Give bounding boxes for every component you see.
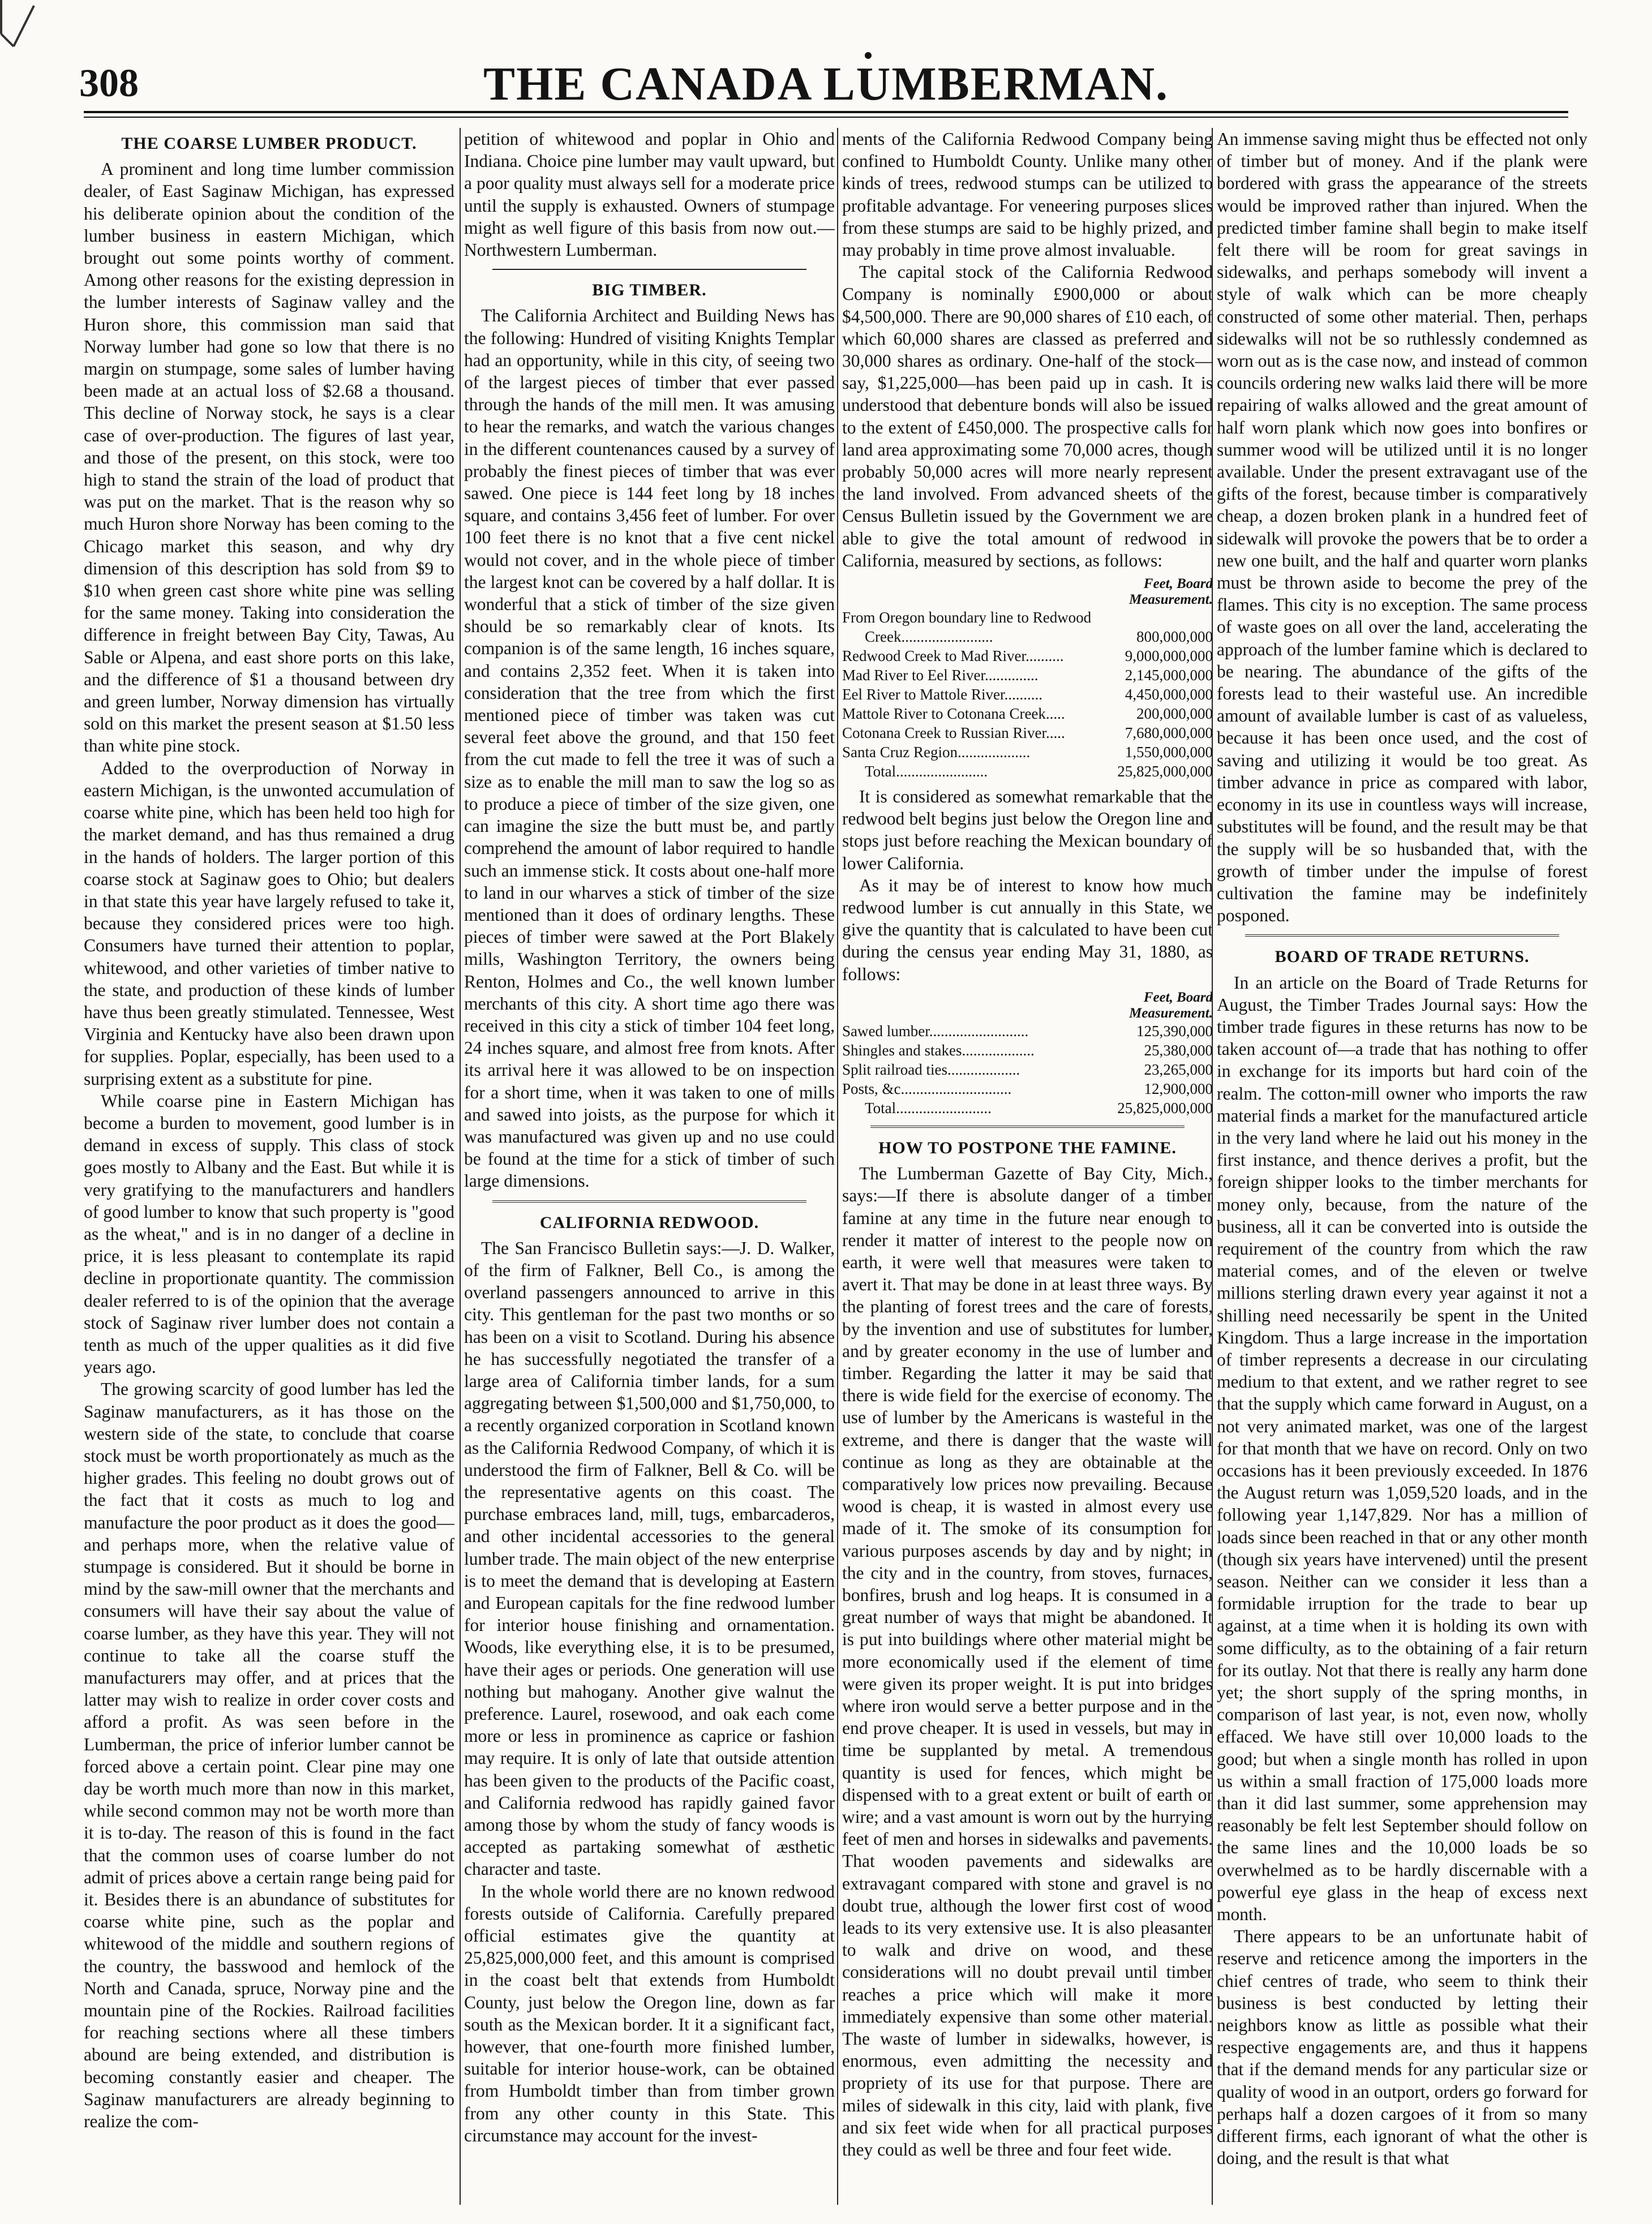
article-paragraph: While coarse pine in Eastern Michigan has become a burden to movement, good lumber is in demand in excess of supply. This class of stock goes mostly to Albany and the East. But while it is very gratifying to the manufacturers and handlers of good lumber to know that such property is "good as the wheat," and is in no danger of a decline in price, it is less pleasant to contemplate its rapid decline in proportionate quantity. The commission dealer referred to is of the opinion that the average stock of Saginaw river lumber does not contain a tenth as much of the upper qualities as it did five years ago. — [84, 1090, 454, 1377]
masthead-rule-thin — [84, 117, 1568, 118]
column-divider — [460, 128, 461, 2205]
article-paragraph: There appears to be an unfortunate habit of reserve and reticence among the importers in the chief centres of trade, who seem to think their business is best conducted by letting their neighbors know as little as possible what their respective engagements are, and thus it happens that if the demand mends for any particular size or quality of wood in an outport, orders go forward for perhaps half a dozen cargoes of it from so many different firms, each ignorant of what the other is doing, and the result is that what — [1217, 1926, 1587, 2169]
table-row: Santa Cruz Region................... 1,550,000,000 — [842, 744, 1213, 761]
column-2 — [464, 128, 835, 2205]
section-rule — [1245, 934, 1559, 937]
article-paragraph: The Lumberman Gazette of Bay City, Mich., says:—If there is absolute danger of a timber famine at any time in the future near enough to render it matter of interest to the people now on earth, it were well that measures were taken to avert it. That may be done in at least three ways. By the planting of forest trees and the care of forests, by the invention and use of substitutes for lumber, and by greater economy in the use of lumber and timber. Regarding the latter it may be said that there is wide field for the exercise of economy. The use of lumber by the Americans is wasteful in the extreme, and there is danger that the waste will continue as long as they are obtainable at the comparatively low prices now prevailing. Because wood is cheap, it is wasted in almost every use made of it. The smoke of its consumption for various purposes ascends by day and by night; in the city and in the country, from stoves, furnaces, bonfires, brush and log heaps. It is consumed in a great number of ways that might be abandoned. It is put into buildings where other material might be more economically used if the element of time were given its proper weight. It is put into bridges where iron would serve a better purpose and in the end prove cheaper. It is used in vessels, but may in time be supplanted by metal. A tremendous quantity is used for fences, which might be dispensed with to a great extent or built of earth or wire; and a vast amount is worn out by the hurrying feet of men and horses in sidewalks and pavements. That wooden pavements and sidewalks are extravagant compared with stone and gravel is no doubt true, although the lower first cost of wood leads to its very extensive use. It is also pleasanter to walk and drive on wood, and these considerations will no doubt prevail until timber reaches a price which will make it more immediately expensive than some other material. The waste of lumber in sidewalks, however, is enormous, even admitting the necessity and propriety of its use for that purpose. There are miles of sidewalk in this city, laid with plank, five and six feet wide when for all practical purposes they could as well be three and four feet wide. — [842, 1163, 1213, 2160]
table-total-row: Total........................ 25,825,000,000 — [865, 763, 1213, 780]
section-rule — [492, 269, 806, 270]
table-row: Shingles and stakes................... 25,380,000 — [842, 1041, 1213, 1059]
article-paragraph: The growing scarcity of good lumber has led the Saginaw manufacturers, as it has those on the western side of the state, to conclude that coarse stock must be worth proportionately as much as the higher grades. This feeling no doubt grows out of the fact that it costs as much to log and manufacture the poor product as it does the good—and perhaps more, when the relative value of stumpage is considered. But it should be borne in mind by the saw-mill owner that the merchants and consumers will have their say about the value of coarse lumber, as they have this year. They will not continue to take all the coarse stuff the manufacturers may offer, and at prices that the latter may wish to realize in order cover costs and afford a profit. As was seen before in the Lumberman, the price of inferior lumber cannot be forced above a certain point. Clear pine may one day be worth much more than now in this market, while second common may not be worth more than it is to-day. The reason of this is found in the fact that the common uses of coarse lumber do not admit of prices above a certain range being paid for it. Besides there is an abundance of substitutes for coarse white pine, such as the poplar and whitewood of the middle and southern regions of the country, the basswood and hemlock of the North and Canada, spruce, Norway pine and the mountain pine of the Rockies. Railroad facilities for reaching sections where all these timbers abound are being extended, and distribution is becoming constantly easier and cheaper. The Saginaw manufacturers are already beginning to realize the com- — [84, 1379, 454, 2132]
table-caption: Measurement. — [1129, 1005, 1213, 1021]
table-caption: Feet, Board — [1143, 576, 1213, 592]
article-paragraph: ments of the California Redwood Company being confined to Humboldt County. Unlike many other kinds of trees, redwood stumps can be utilized to profitable advantage. For veneering purposes slices from these stumps are said to be highly prized, and may probably in time prove almost invaluable. — [842, 129, 1213, 260]
table-row: Redwood Creek to Mad River.......... 9,000,000,000 — [842, 647, 1213, 665]
article-heading: CALIFORNIA REDWOOD. — [539, 1213, 760, 1232]
table-row: Creek........................ 800,000,000 — [865, 628, 1213, 646]
article-paragraph: As it may be of interest to know how much redwood lumber is cut annually in this State, we give the quantity that is calculated to have been cut during the census year ending May 31, 1880, as follows: — [842, 875, 1213, 984]
table-row: Mattole River to Cotonana Creek..... 200,000,000 — [842, 705, 1213, 723]
column-1 — [84, 128, 454, 2205]
article-heading: BIG TIMBER. — [592, 281, 707, 300]
table-row: Posts, &c............................. 12,900,000 — [842, 1080, 1213, 1097]
table-row: Sawed lumber.......................... 125,390,000 — [842, 1022, 1213, 1040]
lumber-cut-table — [842, 990, 1213, 1118]
table-caption: Feet, Board — [1143, 989, 1213, 1005]
corner-mark — [0, 0, 45, 51]
article-paragraph: Added to the overproduction of Norway in eastern Michigan, is the unwonted accumulation of coarse white pine, which has been held too high for the market demand, and has thus remained a drug in the hands of holders. The larger portion of this coarse stock at Saginaw goes to Ohio; but dealers in that state this year have largely refused to take it, because they considered prices were too high. Consumers have turned their attention to poplar, whitewood, and other varieties of timber native to the state, and production of these kinds of lumber have thus been greatly stimulated. Tennessee, West Virginia and Kentucky have also been drawn upon for supplies. Poplar, especially, has been used to a surprising extent as a substitute for pine. — [84, 758, 454, 1089]
article-paragraph: It is considered as somewhat remarkable that the redwood belt begins just below the Oregon line and stops just before reaching the Mexican boundary of lower California. — [842, 787, 1213, 873]
table-row-label: From Oregon boundary line to Redwood — [842, 609, 1092, 626]
table-total-row: Total......................... 25,825,000,000 — [865, 1099, 1213, 1117]
article-paragraph: A prominent and long time lumber commission dealer, of East Saginaw Michigan, has expressed his deliberate opinion about the condition of the lumber business in eastern Michigan, which brought out some points worthy of comment. Among other reasons for the existing depression in the lumber interests of Saginaw valley and the Huron shore, this commission man said that Norway lumber had gone so low that there is no margin on stumpage, some sales of lumber having been made at an actual loss of $2.68 a thousand. This decline of Norway stock, he says is a clear case of over-production. The figures of last year, and those of the present, on this stock, were too high to stand the strain of the load of product that was put on the market. That is the reason why so much Huron shore Norway has been coming to the Chicago market this season, and why dry dimension of this description has sold from $9 to $10 when green cast shore white pine was selling for the same money. Taking into consideration the difference in freight between Bay City, Tawas, Au Sable or Alpena, and east shore ports on this lake, and the difference of $1 a thousand between dry and green lumber, Norway dimension has virtually sold on this market the present season at $1.50 less than white pine stock. — [84, 159, 454, 756]
article-heading: BOARD OF TRADE RETURNS. — [1275, 947, 1530, 967]
masthead-title: THE CANADA LUMBERMAN. — [483, 58, 1169, 110]
page-number: 308 — [79, 62, 139, 105]
table-row: Cotonana Creek to Russian River..... 7,680,000,000 — [842, 724, 1213, 742]
article-paragraph: The capital stock of the California Redwood Company is nominally £900,000 or about $4,500,000. There are 90,000 shares of £10 each, of which 60,000 shares are classed as preferred and 30,000 shares as ordinary. One-half of the stock—say, $1,225,000—has been paid up in cash. It is understood that debenture bonds will also be issued to the extent of £450,000. The prospective calls for land area approximating some 70,000 acres, though probably 50,000 acres will more nearly represent the land involved. From advanced sheets of the Census Bulletin issued by the Government we are able to give the total amount of redwood in California, measured by sections, as follows: — [842, 262, 1213, 570]
column-3 — [842, 128, 1213, 2205]
article-heading: HOW TO POSTPONE THE FAMINE. — [878, 1138, 1177, 1157]
column-divider — [837, 128, 838, 2205]
column-4 — [1217, 128, 1587, 2205]
article-paragraph: The California Architect and Building News has the following: Hundred of visiting Knights Templar had an opportunity, while in this city, of seeing two of the largest pieces of timber that ever passed through the hands of the mill men. It was amusing to hear the remarks, and watch the various changes in the different countenances caused by a survey of probably the finest pieces of timber that was ever sawed. One piece is 144 feet long by 18 inches square, and contains 3,456 feet of lumber. For over 100 feet there is no knot that a five cent nickel would not cover, and in the whole piece of timber the largest knot can be covered by a half dollar. It is wonderful that a stick of timber of the size given should be so remarkably clear of knots. Its companion is of the same length, 16 inches square, and contains 2,352 feet. When it is taken into consideration that the tree from which the first mentioned piece of timber was taken was cut several feet above the ground, and that 150 feet from the cut made to fell the tree it was of such a size as to enable the mill man to saw the log so as to produce a piece of timber of the size given, one can imagine the size the butt must be, and partly comprehend the amount of labor required to handle such an immense stick. It costs about one-half more to land in our wharves a stick of timber of the size mentioned than it does of ordinary lengths. These pieces of timber were sawed at the Port Blakely mills, Washington Territory, the owners being Renton, Holmes and Co., the well known lumber merchants of this city. A short time ago there was received in this city a stick of timber 104 feet long, 24 inches square, and almost free from knots. After its arrival here it was allowed to be on inspection for a short time, when it was taken to one of mills and sawed into joists, as the purpose for which it was manufactured was given up and no use could be found at the time for a stick of timber of such large dimensions. — [464, 306, 835, 1191]
masthead-rule — [84, 111, 1568, 113]
table-row: Split railroad ties................... 23,265,000 — [842, 1061, 1213, 1078]
table-caption: Measurement. — [1129, 592, 1213, 608]
article-paragraph: petition of whitewood and poplar in Ohio and Indiana. Choice pine lumber may vault upward, but a poor quality must always sell for a moderate price until the supply is exhausted. Owners of stumpage might as well figure of this basis from now out.—Northwestern Lumberman. — [464, 129, 835, 260]
article-paragraph: The San Francisco Bulletin says:—J. D. Walker, of the firm of Falkner, Bell Co., is among the overland passengers announced to arrive in this city. This gentleman for the past two months or so has been on a visit to Scotland. During his absence he has successfully negotiated the transfer of a large area of California timber lands, for a sum aggregating between $1,500,000 and $1,750,000, to a recently organized corporation in Scotland known as the California Redwood Company, of which it is understood the firm of Falkner, Bell & Co. will be the representative agents on this coast. The purchase embraces land, mill, tugs, embarcaderos, and other incidental accessories to the general lumber trade. The main object of the new enterprise is to meet the demand that is developing at Eastern and European capitals for the fine redwood lumber for interior house finishing and ornamentation. Woods, like everything else, it is to be presumed, have their ages or periods. One generation will use nothing but mahogany. Another give walnut the preference. Laurel, rosewood, and oak each come more or less in prominence as caprice or fashion may require. It is only of late that outside attention has been given to the products of the Pacific coast, and California redwood has rapidly gained favor among those by whom the study of fancy woods is accepted as partaking somewhat of æsthetic character and taste. — [464, 1238, 835, 1879]
section-rule — [870, 1126, 1185, 1128]
article-paragraph: In the whole world there are no known redwood forests outside of California. Carefully prepared official estimates give the quantity at 25,825,000,000 feet, and this amount is comprised in the coast belt that extends from Humboldt County, just below the Oregon line, down as far south as the Mexican border. It it a significant fact, however, that one-fourth more finished lumber, suitable for interior house-work, can be obtained from Humboldt timber than from timber grown from any other county in this State. This circumstance may account for the invest- — [464, 1881, 835, 2145]
table-row: Mad River to Eel River.............. 2,145,000,000 — [842, 667, 1213, 684]
article-paragraph: In an article on the Board of Trade Returns for August, the Timber Trades Journal says: How the timber trade figures in these returns has now to be taken account of—a trade that has nothing to offer in exchange for its imports but hard coin of the realm. The cotton-mill owner who imports the raw material finds a market for the manufactured article in the very land where he laid out his money in the first instance, and thence derives a profit, but the foreign shipper looks to the timber merchants for money only, because, from the nature of the business, all it can be converted into is outside the requirement of the country from which the raw material comes, and of the eleven or twelve millions sterling drawn every year against it not a shilling need necessarily be spent in the United Kingdom. Thus a large increase in the importation of timber represents a decrease in our circulating medium to that extent, and we rather regret to see that the supply which came forward in August, on a not very animated market, was one of the largest for that month that we have on record. Only on two occasions has it been previously exceeded. In 1876 the August return was 1,059,520 loads, and in the following year 1,147,829. Nor has a million of loads since been reached in that or any other month (though six years have intervened) until the present season. Neither can we consider it less than a formidable irruption for the trade to bear up against, at a time when it is holding its own with some difficulty, as to the obtaining of a fair return for its outlay. Not that there is really any harm done yet; the short supply of the spring months, in comparison of last year, is not, even now, wholly effaced. We have still over 10,000 loads to the good; but when a single month has rolled in upon us within a small fraction of 175,000 loads more than it did last summer, some apprehension may reasonably be felt lest September should follow on the same lines and the 10,000 loads be so overwhelmed as to be hardly discernable with a powerful eye glass in the heap of excess next month. — [1217, 972, 1587, 1925]
section-rule — [492, 1200, 806, 1203]
redwood-table — [842, 576, 1213, 781]
article-heading: THE COARSE LUMBER PRODUCT. — [121, 134, 417, 153]
table-row: Eel River to Mattole River.......... 4,450,000,000 — [842, 686, 1213, 703]
article-paragraph: An immense saving might thus be effected not only of timber but of money. And if the plank were bordered with grass the appearance of the streets would be improved rather than injured. When the predicted timber famine shall begin to make itself felt there will be room for great savings in sidewalks, and perhaps somebody will invent a style of walk which can be more cheaply constructed of some other material. Then, perhaps sidewalks will not be so ruthlessly condemned as worn out as is the case now, and instead of common councils ordering new walks laid there will be more repairing of walks allowed and the great amount of half worn plank which now goes into bonfires or summer wood will be utilized until it is no longer available. Under the present extravagant use of the gifts of the forest, because timber is comparatively cheap, a dozen broken plank in a hundred feet of sidewalk will provoke the powers that be to order a new one built, and the half and quarter worn planks must be thrown aside to become the prey of the flames. This city is no exception. The same process of waste goes on all over the land, accelerating the approach of the lumber famine which is declared to be nearing. The abundance of the gifts of the forests lead to their wasteful use. An incredible amount of available lumber is cast of as valueless, because it has been once used, and the cost of saving and utilizing it would be too great. As timber advance in price as compared with labor, economy in its use in countless ways will increase, substitutes will be found, and the result may be that the supply will be so husbanded that, with the growth of timber under the impulse of forest cultivation the famine may be indefinitely posponed. — [1217, 129, 1587, 926]
